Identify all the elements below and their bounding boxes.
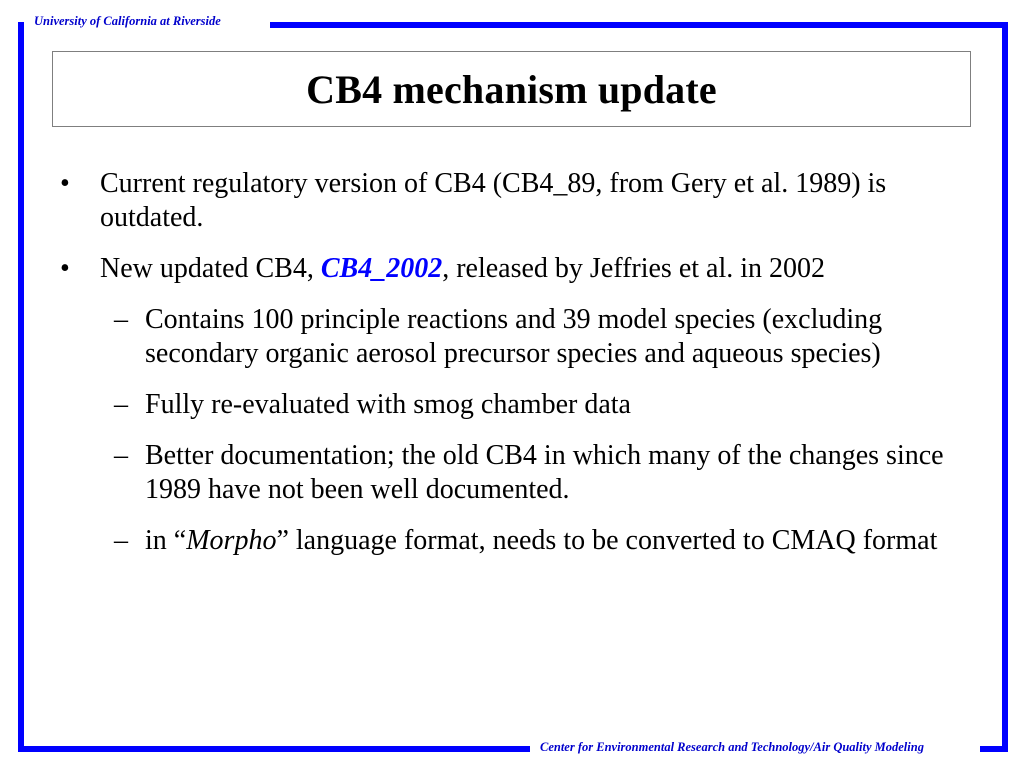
institution-label: University of California at Riverside xyxy=(34,14,221,28)
sub-bullet-text-pre: in “ xyxy=(145,525,187,556)
bullet-text-post: , released by Jeffries et al. in 2002 xyxy=(442,253,826,284)
frame-bottom-right-bar xyxy=(980,746,1008,752)
sub-bullet-text-post: ” language format, needs to be converted to CMAQ format xyxy=(276,525,938,556)
title-box xyxy=(52,51,971,127)
sub-bullet-text: Better documentation; the old CB4 in which many of the changes since 1989 have not been well documented. xyxy=(145,440,944,505)
frame-bottom-bar xyxy=(18,746,530,752)
bullet-marker: • xyxy=(60,253,70,284)
frame-left-bar xyxy=(18,22,24,752)
sub-bullet-item xyxy=(60,524,970,558)
sub-bullet-marker: – xyxy=(114,525,128,556)
sub-bullet-item xyxy=(60,303,970,371)
frame-right-bar xyxy=(1002,22,1008,752)
frame-top-bar xyxy=(270,22,1008,28)
bullet-item xyxy=(60,167,970,235)
bullet-item xyxy=(60,252,970,286)
sub-bullet-marker: – xyxy=(114,389,128,420)
slide-title: CB4 mechanism update xyxy=(306,66,717,112)
sub-bullet-marker: – xyxy=(114,304,128,335)
slide-content xyxy=(60,167,970,575)
sub-bullet-item xyxy=(60,439,970,507)
bullet-text: Current regulatory version of CB4 (CB4_89, from Gery et al. 1989) is outdated. xyxy=(100,168,887,233)
sub-bullet-marker: – xyxy=(114,440,128,471)
bullet-marker: • xyxy=(60,168,70,199)
format-name-emphasis: Morpho xyxy=(186,525,277,556)
sub-bullet-item xyxy=(60,388,970,422)
bullet-text-pre: New updated CB4, xyxy=(100,253,321,284)
sub-bullet-text: Fully re-evaluated with smog chamber data xyxy=(145,389,631,420)
sub-bullet-text: Contains 100 principle reactions and 39 model species (excluding secondary organic aerosol precursor species and aqueous species) xyxy=(145,304,883,369)
footer-label: Center for Environmental Research and Technology/Air Quality Modeling xyxy=(540,740,924,754)
mechanism-name-emphasis: CB4_2002 xyxy=(320,253,443,284)
